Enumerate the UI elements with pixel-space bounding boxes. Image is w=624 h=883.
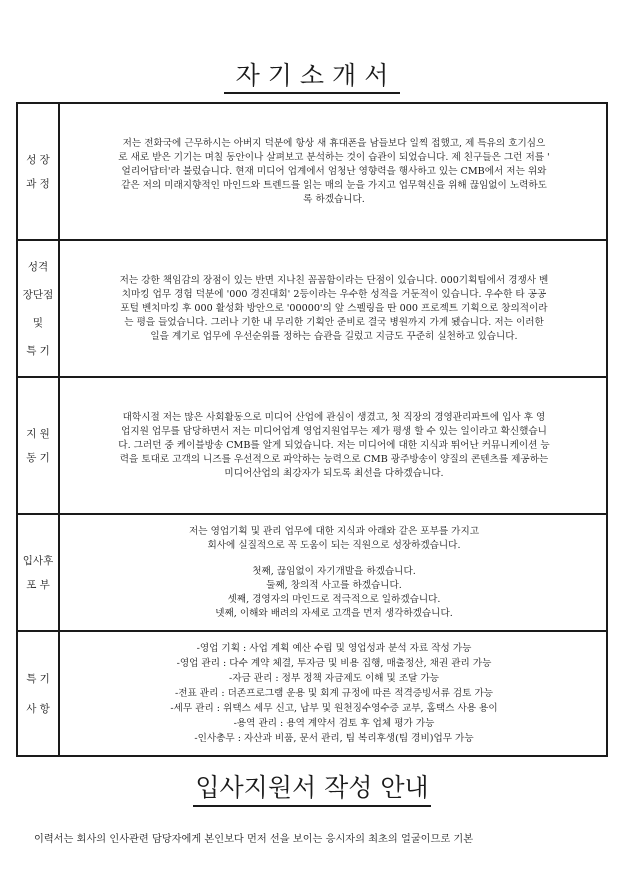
guide-text: 이력서는 회사의 인사관련 담당자에게 본인보다 먼저 선을 보이는 응시자의 최초의 얼굴이므로 기본	[34, 834, 474, 845]
table-row	[17, 103, 607, 240]
table-row	[17, 514, 607, 631]
row-content-special: -영업 기획 : 사업 계획 예산 수립 및 영업성과 분석 자료 작성 가능 -영업 관리 : 다수 계약 체결, 투자금 및 비용 집행, 매출정산, 채권 관리 가능 -자금 관리 : 정부 정책 자금제도 이해 및 조달 가능 -전표 관리 : 더존프로그램 운용 및 회계 규정에 따른 적격증빙서류 검토 가능 -세무 관리 : 위택스 세무 신고, 납부 및 원천징수영수증 교부, 홈택스 사용 용이 -용역 관리 : 용역 계약서 검토 후 업체 평가 가능 -인사총무 : 자산과 비품, 문서 관리, 팀 복리후생(팀 경비)업무 가능	[59, 631, 607, 756]
row-label-special: 특 기 사 항	[17, 631, 59, 756]
row-content-growth: 저는 전화국에 근무하시는 아버지 덕분에 항상 새 휴대폰을 남들보다 일찍 접했고, 제 특유의 호기심으 로 새로 받은 기기는 며칠 동안이나 살펴보고 분석하는 것이 습관이 되었습니다. 제 친구들은 그런 저를 ' 얼리어답터'라 불렀습니다. 현재 미디어 업계에서 엄청난 영향력을 행사하고 있는 CMB에서 저는 위와 같은 저의 미래지향적인 마인드와 트렌드를 읽는 매의 눈을 가지고 업무혁신을 위해 끊임없이 노력하도 록 하겠습니다.	[59, 103, 607, 240]
table-row	[17, 631, 607, 756]
row-label-growth: 성 장 과 정	[17, 103, 59, 240]
guide-title: 입사지원서 작성 안내	[0, 768, 624, 804]
table-row	[17, 377, 607, 514]
row-label-personality: 성격 장단점 및 특 기	[17, 240, 59, 377]
row-label-motivation: 지 원 동 기	[17, 377, 59, 514]
resume-table	[16, 102, 608, 757]
page-title: 자기소개서	[0, 56, 624, 92]
table-row	[17, 240, 607, 377]
row-content-personality: 저는 강한 책임감의 장점이 있는 반면 지나친 꼼꼼함이라는 단점이 있습니다. 000기획팀에서 경쟁사 벤 치마킹 업무 경험 덕분에 '000 경진대회' 2등이라는 우수한 성적을 거둔적이 있습니다. 우수한 타 공공 포털 벤치마킹 후 000 활성화 방안으로 '00000'의 앞 스펠링을 딴 000 프로젝트 기획으로 창의적이라 는 평을 들었습니다. 그러나 기한 내 무리한 기획안 준비로 결국 병원까지 가게 됐습니다. 저는 이러한 일을 계기로 업무에 우선순위를 정하는 습관을 길렀고 지금도 꾸준히 실천하고 있습니다.	[59, 240, 607, 377]
row-content-motivation: 대학시절 저는 많은 사회활동으로 미디어 산업에 관심이 생겼고, 첫 직장의 경영관리파트에 입사 후 영 업지원 업무를 담당하면서 저는 미디어업계 영업지원업무는 제가 평생 할 수 있는 일이라고 확신했습니 다. 그러던 중 케이블방송 CMB를 알게 되었습니다. 저는 미디어에 대한 지식과 뛰어난 커뮤니케이션 능 력을 토대로 고객의 니즈를 우선적으로 파악하는 능력으로 CMB 광주방송이 양질의 콘텐츠를 제공하는 미디어산업의 최강자가 되도록 최선을 다하겠습니다.	[59, 377, 607, 514]
row-content-aspiration: 저는 영업기획 및 관리 업무에 대한 지식과 아래와 같은 포부를 가지고 회사에 실질적으로 꼭 도움이 되는 직원으로 성장하겠습니다. 첫째, 끊임없이 자기개발을 하겠습니다. 둘째, 창의적 사고를 하겠습니다. 셋째, 경영자의 마인드로 적극적으로 일하겠습니다. 넷째, 이해와 배려의 자세로 고객을 먼저 생각하겠습니다.	[59, 514, 607, 631]
row-label-aspiration: 입사후 포 부	[17, 514, 59, 631]
